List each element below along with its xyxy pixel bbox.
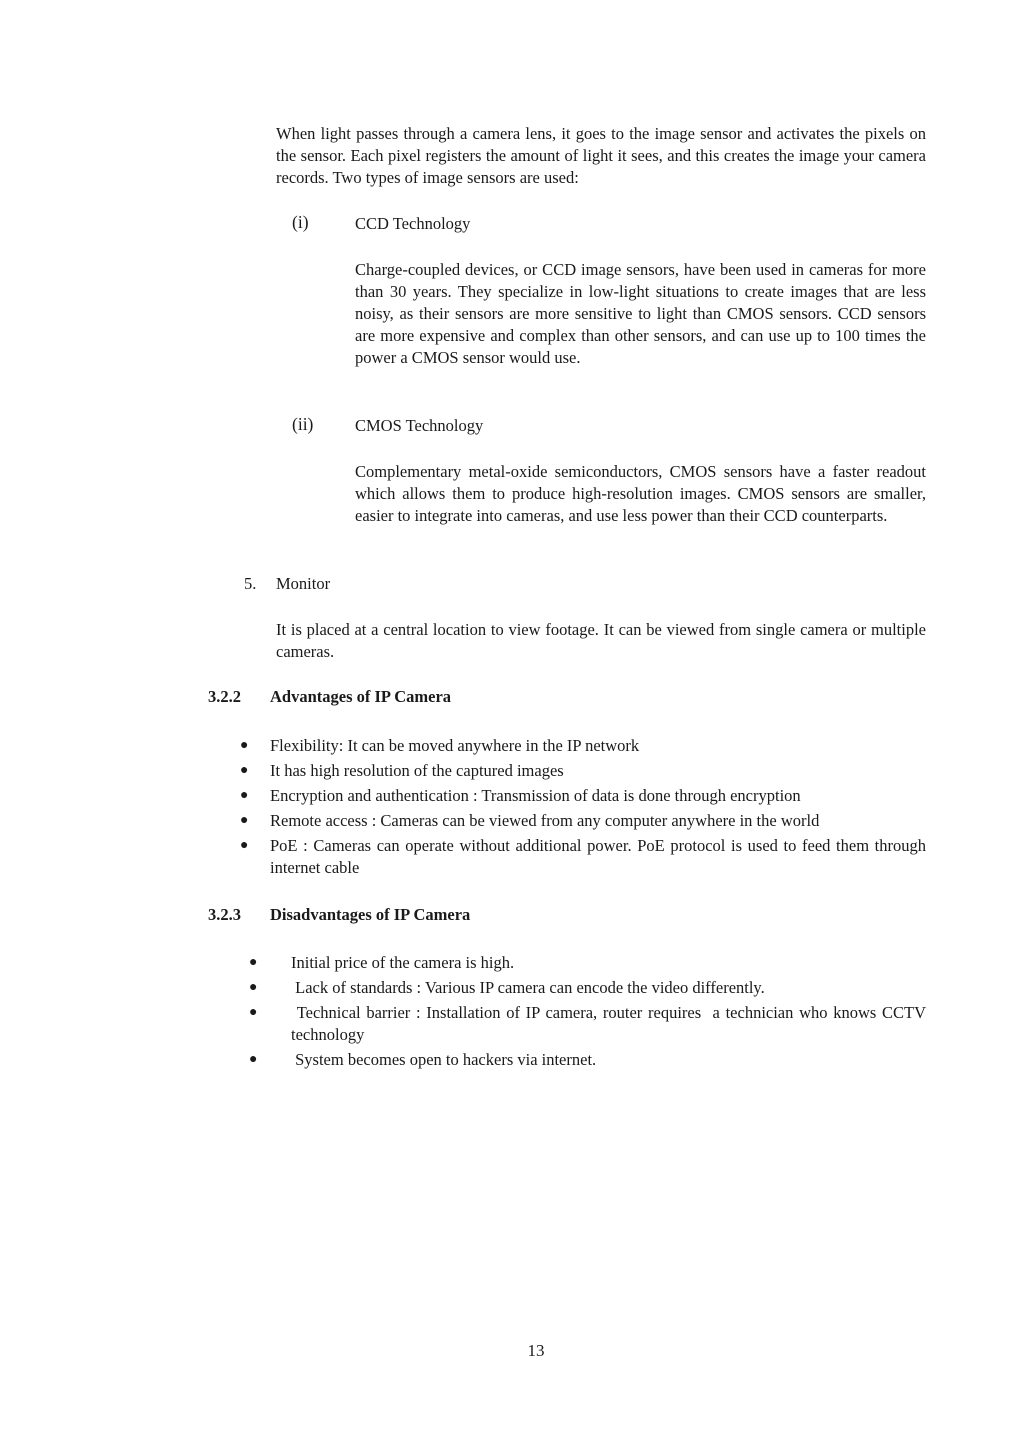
list-item	[249, 1049, 926, 1071]
bullet-icon: ●	[249, 1005, 258, 1020]
list-item	[249, 1002, 931, 1046]
bullet-icon: ●	[249, 980, 258, 995]
list-item-text: Flexibility: It can be moved anywhere in the IP network	[270, 736, 640, 755]
bullet-icon: ●	[240, 838, 249, 853]
bullet-icon: ●	[249, 955, 258, 970]
monitor-title: Monitor	[276, 574, 331, 593]
list-item-text: It has high resolution of the captured images	[270, 761, 564, 780]
list-item-text: Initial price of the camera is high.	[291, 953, 515, 972]
list-item-text: System becomes open to hackers via internet.	[291, 1050, 597, 1069]
list-item-text: Encryption and authentication : Transmission of data is done through encryption	[270, 786, 801, 805]
bullet-icon: ●	[240, 738, 249, 753]
sensor-description: Complementary metal-oxide semiconductors, CMOS sensors have a faster readout which allows them to produce high-resolution images. CMOS sensors are smaller, easier to integrate into cameras, and use less power than their CCD counterparts.	[355, 462, 926, 525]
bullet-icon: ●	[240, 813, 249, 828]
list-item	[249, 977, 926, 999]
sensor-description: Charge-coupled devices, or CCD image sensors, have been used in cameras for more than 30 years. They specialize in low-light situations to create images that are less noisy, as their sensors are more sensitive to light than CMOS sensors. CCD sensors are more expensive and complex than other sensors, and can use up to 100 times the power a CMOS sensor would use.	[355, 260, 926, 367]
list-number: 5.	[244, 574, 257, 593]
sensor-numeral: (ii)	[292, 414, 314, 434]
section-number: 3.2.3	[208, 905, 241, 924]
section-heading-disadvantages: Disadvantages of IP Camera	[270, 905, 471, 924]
list-item-text: Remote access : Cameras can be viewed from any computer anywhere in the world	[270, 811, 820, 830]
section-heading-advantages: Advantages of IP Camera	[270, 687, 452, 706]
disadvantages-list	[249, 952, 931, 1071]
advantages-list	[240, 735, 926, 879]
bullet-icon: ●	[240, 788, 249, 803]
bullet-icon: ●	[249, 1052, 258, 1067]
list-item	[240, 785, 926, 807]
list-item	[240, 735, 926, 757]
intro-paragraph: When light passes through a camera lens, it goes to the image sensor and activates the pixels on the sensor. Each pixel registers the amount of light it sees, and this creates the image your camera records. Two types of image sensors are used:	[276, 124, 926, 187]
list-item	[240, 810, 926, 832]
sensor-title: CCD Technology	[355, 214, 471, 233]
list-item-text: Technical barrier : Installation of IP camera, router requires a technician who knows CCTV technology	[291, 1003, 931, 1044]
page-number: 13	[527, 1341, 545, 1360]
section-number: 3.2.2	[208, 687, 241, 706]
list-item	[240, 760, 926, 782]
list-item-text: PoE : Cameras can operate without additional power. PoE protocol is used to feed them through internet cable	[270, 836, 926, 877]
monitor-description: It is placed at a central location to view footage. It can be viewed from single camera or multiple cameras.	[276, 620, 926, 661]
bullet-icon: ●	[240, 763, 249, 778]
list-item	[249, 952, 926, 974]
sensor-title: CMOS Technology	[355, 416, 484, 435]
list-item-text: Lack of standards : Various IP camera can encode the video differently.	[291, 978, 765, 997]
list-item	[240, 835, 926, 879]
sensor-numeral: (i)	[292, 212, 309, 232]
